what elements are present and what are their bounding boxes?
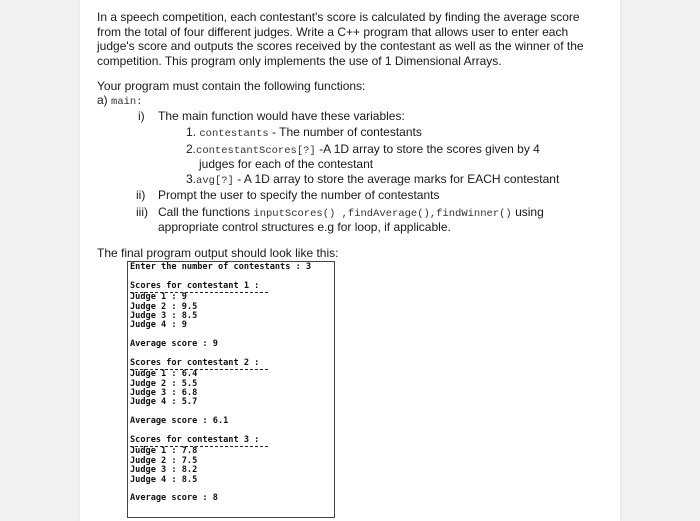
- variable-2: [186, 142, 540, 158]
- main-function-name: main:: [111, 96, 143, 108]
- item-iii-post: using: [511, 205, 544, 219]
- intro-paragraph: In a speech competition, each contestant's score is calculated by finding the average score from the total of four different judges. Write a C++ program that allows user to enter each judge's score and outputs the scores received by the contestant as well as the winner of the competition. This program only implements the use of 1 Dimensional Arrays.: [97, 10, 584, 68]
- variable-3-number: 3.: [186, 172, 197, 186]
- console-c3-judge-1: Judge 1 : 7.8: [130, 446, 198, 457]
- item-ii-text: Prompt the user to specify the number of contestants: [158, 188, 440, 202]
- variable-1-text: - The number of contestants: [268, 125, 422, 139]
- function-calls-code: inputScores() ,findAverage(),findWinner(): [253, 208, 512, 220]
- console-c1-judge-2: Judge 2 : 9.5: [130, 301, 198, 312]
- console-c3-average: Average score : 8: [130, 493, 218, 504]
- final-output-heading: The final program output should look like this:: [97, 246, 339, 260]
- variable-3-text: - A 1D array to store the average marks for EACH contestant: [233, 172, 560, 186]
- item-iii-text: [158, 205, 544, 221]
- item-a: [97, 93, 143, 109]
- console-c2-judge-4: Judge 4 : 5.7: [130, 397, 198, 408]
- variable-2-continuation: judges for each of the contestant: [199, 157, 374, 171]
- variable-2-code: contestantScores[?]: [196, 145, 316, 157]
- item-iii-pre: Call the functions: [158, 205, 254, 219]
- variable-3-code: avg[?]: [196, 175, 234, 187]
- console-c1-judge-4: Judge 4 : 9: [130, 320, 187, 331]
- console-c2-judge-2: Judge 2 : 5.5: [130, 378, 198, 389]
- console-contestant-2-header: Scores for contestant 2 :: [130, 357, 260, 368]
- console-c3-judge-2: Judge 2 : 7.5: [130, 455, 198, 466]
- variable-3: [186, 172, 559, 188]
- console-c3-judge-3: Judge 3 : 8.2: [130, 465, 198, 476]
- console-contestant-3-header: Scores for contestant 3 :: [130, 435, 260, 446]
- console-enter-line: Enter the number of contestants : 3: [130, 262, 312, 272]
- document-page: [80, 0, 620, 521]
- item-i-label: i): [138, 109, 145, 123]
- console-c1-average: Average score : 9: [130, 339, 218, 350]
- variable-1-number: 1.: [186, 125, 197, 139]
- item-iii-label: iii): [136, 205, 148, 219]
- item-a-label: a): [97, 93, 108, 107]
- console-contestant-1-header: Scores for contestant 1 :: [130, 280, 260, 291]
- variable-1-code: contestants: [199, 128, 269, 140]
- variable-1: [186, 125, 422, 141]
- console-c1-judge-3: Judge 3 : 8.5: [130, 310, 198, 321]
- variable-2-number: 2.: [186, 142, 197, 156]
- console-c1-judge-1: Judge 1 : 9: [130, 292, 187, 303]
- console-c2-judge-1: Judge 1 : 6.4: [130, 369, 198, 380]
- item-ii-label: ii): [136, 188, 146, 202]
- variable-2-text: -A 1D array to store the scores given by 4: [315, 142, 540, 156]
- item-iii-continuation: appropriate control structures e.g for loop, if applicable.: [158, 220, 451, 234]
- console-output: [127, 261, 335, 518]
- console-c2-judge-3: Judge 3 : 6.8: [130, 388, 198, 399]
- functions-heading: Your program must contain the following functions:: [97, 79, 366, 93]
- console-c3-judge-4: Judge 4 : 8.5: [130, 474, 198, 485]
- console-c2-average: Average score : 6.1: [130, 416, 229, 427]
- item-i-text: The main function would have these variables:: [158, 109, 405, 123]
